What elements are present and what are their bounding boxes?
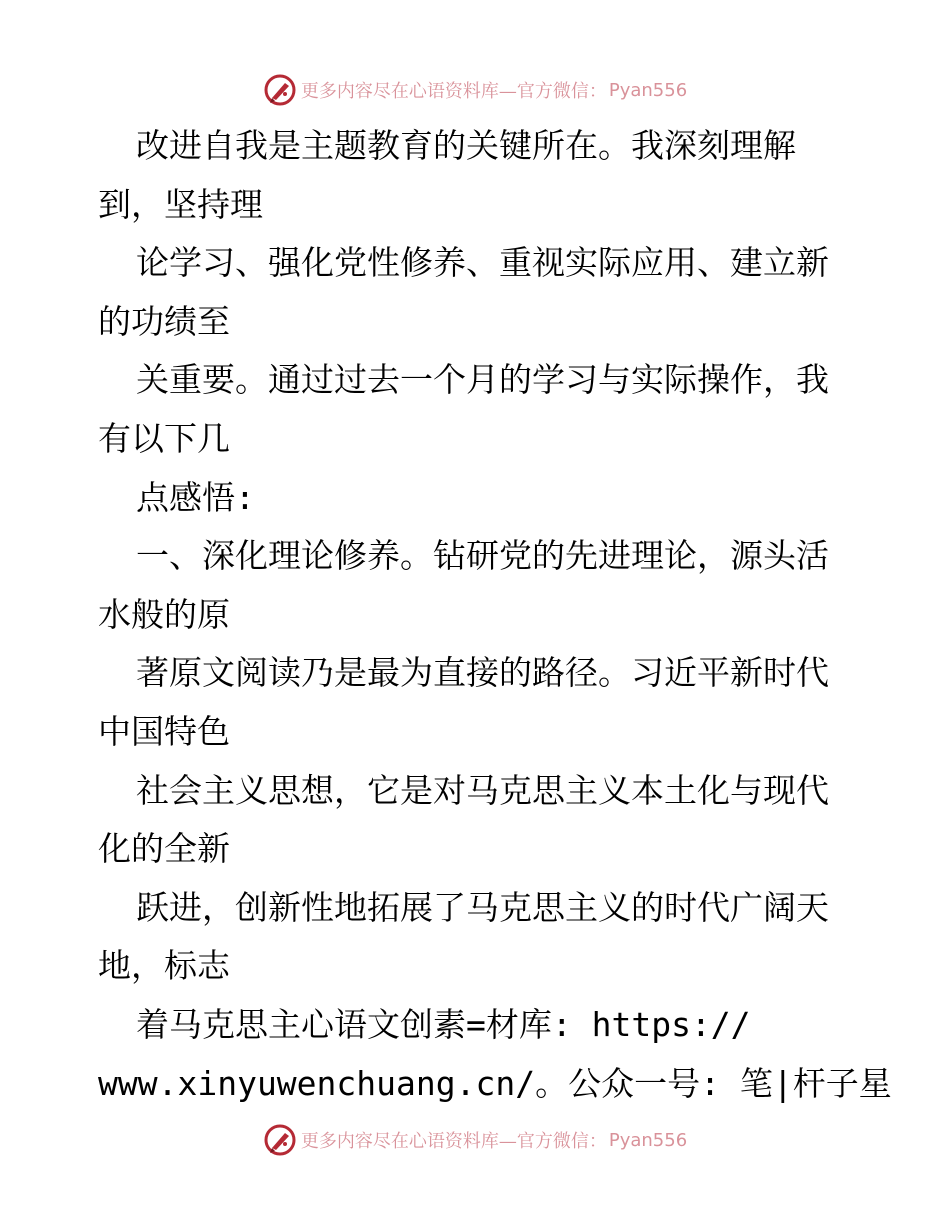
- body-line: 改进自我是主题教育的关键所在。我深刻理解: [136, 126, 796, 165]
- body-line: 地，标志: [98, 946, 230, 986]
- body-line: 到，坚持理: [98, 184, 263, 224]
- body-line: 论学习、强化党性修养、重视实际应用、建立新: [136, 243, 829, 283]
- footer-banner-text: 更多内容尽在心语资料库—官方微信：: [300, 1131, 607, 1152]
- body-line: 化的全新: [98, 829, 230, 869]
- body-line: 的功绩至: [98, 301, 230, 341]
- footer-wechat-id: Pyan556: [608, 1129, 688, 1151]
- body-line: www.xinyuwenchuang.cn/。公众一号: 笔|杆子星: [98, 1063, 892, 1103]
- body-line: 有以下几: [98, 418, 230, 458]
- body-line: 一、深化理论修养。钻研党的先进理论，源头活: [136, 536, 829, 576]
- body-line: 点感悟:: [136, 477, 255, 517]
- body-line: 中国特色: [98, 711, 230, 751]
- body-line: 着马克思主心语文创素=材库: https://: [136, 1004, 751, 1044]
- body-line: 跃进，创新性地拓展了马克思主义的时代广阔天: [136, 887, 829, 927]
- body-line: 社会主义思想，它是对马克思主义本土化与现代: [136, 770, 829, 810]
- body-line: 著原文阅读乃是最为直接的路径。习近平新时代: [136, 653, 829, 693]
- pen-logo-icon: [263, 73, 297, 107]
- body-line: 水般的原: [98, 594, 230, 634]
- header-banner-text: 更多内容尽在心语资料库—官方微信：: [300, 81, 607, 102]
- header-wechat-id: Pyan556: [608, 79, 688, 101]
- header-banner: [0, 70, 950, 110]
- pen-logo-icon: [263, 1123, 297, 1157]
- body-line: 关重要。通过过去一个月的学习与实际操作，我: [136, 360, 829, 400]
- footer-banner: [0, 1120, 950, 1160]
- body-text: [98, 117, 892, 1113]
